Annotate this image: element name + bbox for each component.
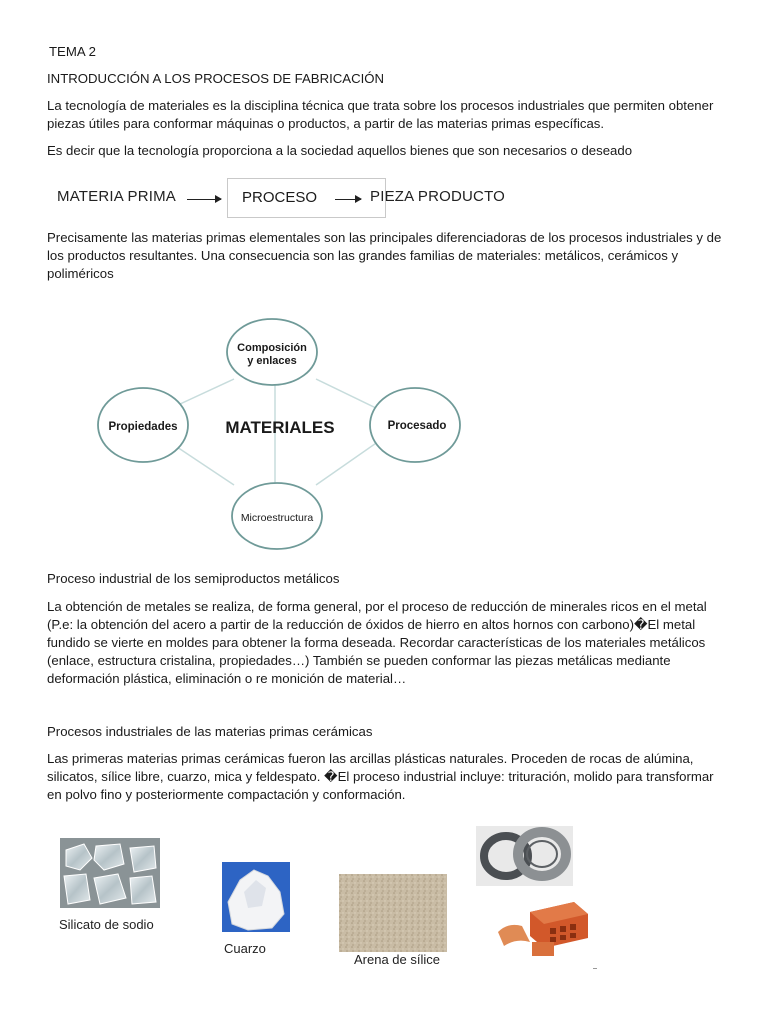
node-top-line1: Composición (237, 342, 307, 354)
flow-input: MATERIA PRIMA (57, 188, 177, 205)
quartz-image (222, 862, 290, 932)
process-flow (55, 178, 525, 220)
silica-sand-image (339, 874, 447, 952)
metals-paragraph: La obtención de metales se realiza, de forma general, por el proceso de reducción de minerales ricos en el metal (P.e: la obtención del acero a partir de la reducción de óxidos de hierro en altos hornos con carbono)�El metal fundido se vierte en moldes para obtener la forma deseada. Recordar características de los materiales metálicos (enlace, estructura cristalina, propiedades…) También se pueden conformar las piezas metálicas mediante deformación plástica, eliminación o re monición de material… (47, 599, 707, 686)
node-top-line2: y enlaces (247, 355, 297, 367)
materials-diagram (90, 315, 470, 555)
flow-process-box (227, 178, 386, 218)
sodium-silicate-image (60, 838, 160, 908)
sodium-silicate-caption: Silicato de sodio (59, 917, 154, 932)
ceramics-heading: Procesos industriales de las materias primas cerámicas (47, 724, 373, 739)
node-left-label: Propiedades (108, 421, 178, 433)
node-right-label: Procesado (387, 420, 447, 432)
ceramic-bricks-image (494, 898, 592, 960)
flow-output: PIEZA PRODUCTO (370, 188, 506, 205)
flow-process: PROCESO (242, 189, 318, 206)
silica-sand-caption: Arena de sílice (354, 952, 440, 967)
ceramics-paragraph: Las primeras materias primas cerámicas fueron las arcillas plásticas naturales. Proceden de rocas de alúmina, silicatos, sílice libre, cuarzo, mica y feldespato. �El proceso industrial incluye: trituración, molido para transformar en polvo fino y posteriormente compactación y conformación. (47, 751, 714, 802)
metals-heading: Proceso industrial de los semiproductos metálicos (47, 571, 340, 586)
tema-label: TEMA 2 (49, 44, 96, 59)
flow-arrow-icon (187, 199, 221, 200)
families-paragraph: Precisamente las materias primas elementales son las principales diferenciadoras de los procesos industriales y de los productos resultantes. Una consecuencia son las grandes familias de materiales: metálicos, cerámicos y poliméricos (47, 230, 722, 281)
intro-paragraph-2: Es decir que la tecnología proporciona a la sociedad aquellos bienes que son necesarios o deseado (47, 143, 633, 158)
diagram-center-label: MATERIALES (225, 418, 335, 437)
intro-paragraph: La tecnología de materiales es la disciplina técnica que trata sobre los procesos industriales que permiten obtener piezas útiles para conformar máquinas o productos, a partir de las materias primas específicas. (47, 98, 714, 131)
scan-mark (593, 968, 597, 969)
node-bottom-label: Microestructura (240, 512, 314, 524)
quartz-caption: Cuarzo (224, 941, 266, 956)
ceramic-rings-image (476, 826, 573, 886)
flow-arrow-icon (335, 199, 361, 200)
page-title: INTRODUCCIÓN A LOS PROCESOS DE FABRICACIÓN (47, 71, 385, 86)
